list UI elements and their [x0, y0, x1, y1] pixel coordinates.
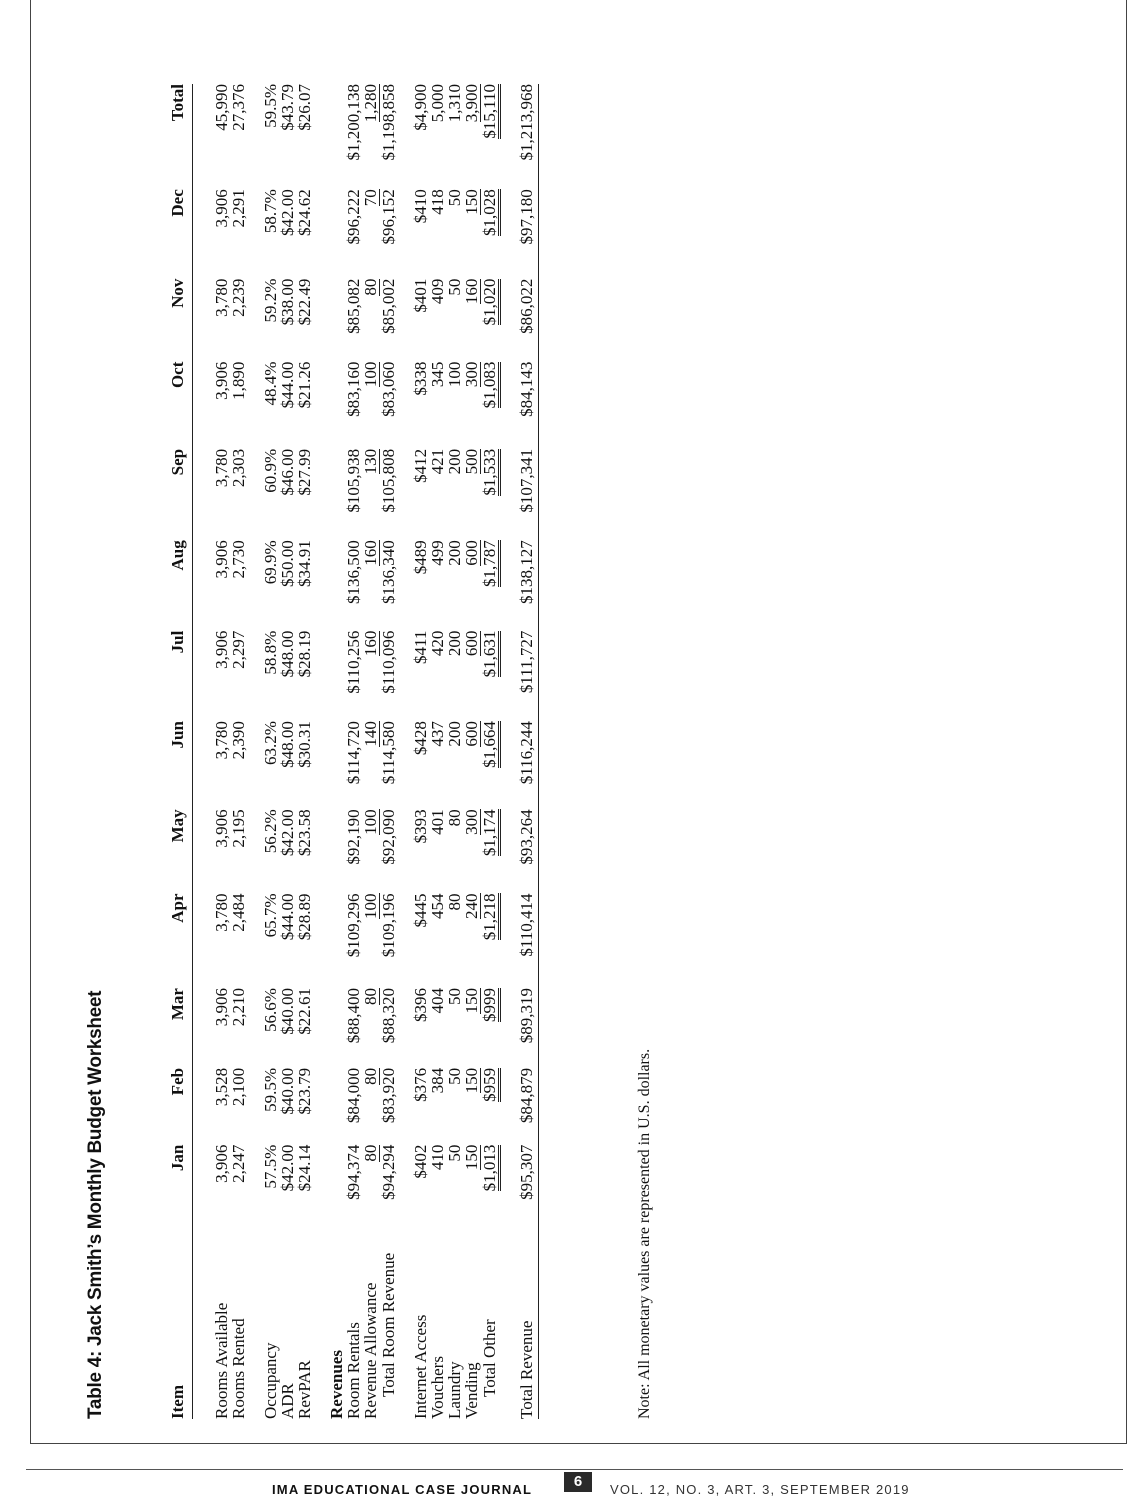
table-cell: 2,291 — [229, 189, 248, 228]
table-cell: $85,082 — [344, 278, 363, 334]
table-cell: $50.00 — [278, 540, 297, 588]
empty-cell — [313, 279, 345, 362]
cell-value: $1,631 — [480, 630, 499, 678]
row-label: Room Rentals — [344, 1322, 363, 1419]
table-cell — [481, 362, 501, 449]
table-cell: $43.79 — [278, 84, 297, 131]
table-row-room-rentals — [345, 84, 362, 1419]
cell-value: $15,110 — [480, 84, 499, 139]
table-cell: 2,303 — [229, 448, 248, 488]
cell-value: 150 — [462, 1144, 481, 1171]
table-row-revpar — [296, 84, 313, 1419]
table-cell: $40.00 — [278, 1067, 297, 1115]
column-header: Total — [169, 84, 193, 189]
table-row-internet-access — [397, 84, 429, 1419]
cell-value: $1,013 — [480, 1144, 499, 1192]
rotated-table-container — [81, 59, 1081, 1419]
row-label: Total Room Revenue — [379, 1252, 398, 1397]
table-cell — [362, 988, 380, 1068]
table-cell: 63.2% — [261, 721, 280, 765]
table-cell: 200 — [445, 721, 464, 747]
table-cell: $396 — [411, 988, 430, 1023]
table-cell — [463, 449, 481, 540]
table-cell: 418 — [428, 189, 447, 215]
table-cell: $86,022 — [501, 279, 539, 362]
table-cell: $410 — [411, 189, 430, 224]
table-cell: $136,500 — [344, 540, 363, 605]
section-heading-row — [313, 84, 345, 1419]
table-cell: 2,730 — [229, 540, 248, 579]
cell-value: 600 — [462, 630, 481, 657]
cell-value: 150 — [462, 1067, 481, 1094]
table-cell — [362, 1145, 380, 1246]
cell-value: 100 — [361, 361, 380, 388]
cell-value: $1,218 — [480, 893, 499, 941]
cell-value: 70 — [361, 189, 380, 207]
row-label: Vending — [462, 1362, 481, 1419]
table-cell: 454 — [428, 893, 447, 919]
table-cell: $34.91 — [295, 540, 314, 588]
table-cell: $338 — [411, 361, 430, 396]
footer-journal-name: IMA EDUCATIONAL CASE JOURNAL — [272, 1482, 533, 1497]
table-cell: 48.4% — [261, 361, 280, 406]
table-cell — [481, 721, 501, 809]
table-cell: 3,906 — [212, 1144, 231, 1183]
cell-value: $1,787 — [480, 540, 499, 588]
row-label: RevPAR — [295, 1360, 314, 1419]
table-cell: $96,222 — [344, 189, 363, 245]
table-cell: $109,296 — [344, 893, 363, 958]
table-cell: $48.00 — [278, 721, 297, 768]
table-row-vending — [463, 84, 481, 1419]
table-cell: 437 — [428, 721, 447, 747]
row-label: Total Other — [480, 1319, 499, 1397]
table-cell: 80 — [445, 809, 464, 827]
table-row-occupancy — [247, 84, 279, 1419]
table-cell: $44.00 — [278, 361, 297, 409]
table-row-vouchers — [429, 84, 446, 1419]
column-header-item: Item — [169, 1246, 193, 1419]
footer-issue-info: VOL. 12, NO. 3, ART. 3, SEPTEMBER 2019 — [610, 1482, 910, 1497]
table-cell: $136,340 — [379, 540, 398, 605]
table-cell: 499 — [428, 540, 447, 566]
table-cell — [463, 631, 481, 721]
table-cell: $94,294 — [379, 1144, 398, 1200]
table-cell: $114,580 — [379, 721, 398, 785]
table-cell: 56.6% — [261, 988, 280, 1032]
table-cell: 50 — [445, 189, 464, 207]
table-cell — [362, 84, 380, 189]
cell-value: 140 — [361, 721, 380, 747]
cell-value: 600 — [462, 540, 481, 566]
table-cell: $48.00 — [278, 630, 297, 678]
table-title: Table 4: Jack Smith’s Monthly Budget Worksheet — [85, 990, 106, 1419]
cell-value: 300 — [462, 361, 481, 388]
table-cell: 404 — [428, 988, 447, 1014]
table-cell: 27,376 — [229, 84, 248, 131]
cell-value: 160 — [462, 278, 481, 305]
cell-value: 3,900 — [462, 84, 481, 123]
column-header: Nov — [169, 279, 193, 362]
table-cell: 59.5% — [261, 1067, 280, 1112]
table-cell: 3,528 — [212, 1067, 231, 1107]
cell-value: 240 — [462, 893, 481, 919]
table-cell: $110,256 — [344, 630, 363, 694]
table-cell: 409 — [428, 278, 447, 305]
table-body — [193, 84, 539, 1419]
cell-value: $1,083 — [480, 361, 499, 409]
table-cell: $85,002 — [379, 278, 398, 334]
table-cell: 2,247 — [229, 1144, 248, 1183]
table-cell: $83,920 — [379, 1067, 398, 1124]
header-row — [169, 84, 193, 1419]
table-cell — [481, 988, 501, 1068]
table-cell: $109,196 — [379, 893, 398, 958]
cell-value: $1,028 — [480, 189, 499, 236]
cell-value: 80 — [361, 988, 380, 1006]
table-cell: $28.19 — [295, 630, 314, 678]
table-cell: 57.5% — [261, 1144, 280, 1189]
table-cell — [481, 84, 501, 189]
table-cell — [463, 362, 481, 449]
empty-cell — [313, 809, 345, 893]
table-cell — [362, 721, 380, 809]
table-cell — [362, 1068, 380, 1145]
column-header: Dec — [169, 189, 193, 278]
table-cell: 200 — [445, 448, 464, 475]
table-cell — [463, 189, 481, 278]
table-cell: 200 — [445, 540, 464, 566]
table-cell: 100 — [445, 361, 464, 388]
cell-value: 600 — [462, 721, 481, 747]
table-cell: $105,808 — [379, 448, 398, 513]
table-cell: $111,727 — [501, 631, 539, 721]
table-cell: $94,374 — [344, 1144, 363, 1200]
cell-value: $1,020 — [480, 278, 499, 326]
table-note: Note: All monetary values are represented in U.S. dollars. — [636, 1048, 653, 1419]
cell-value: 160 — [361, 630, 380, 657]
cell-value: 300 — [462, 809, 481, 835]
table-row-rooms-rented — [230, 84, 247, 1419]
table-cell: 2,100 — [229, 1067, 248, 1107]
table-cell: 420 — [428, 630, 447, 657]
table-cell: 1,890 — [229, 361, 248, 400]
table-cell: 58.7% — [261, 189, 280, 234]
table-cell — [463, 893, 481, 988]
table-cell: $105,938 — [344, 448, 363, 513]
empty-cell — [313, 631, 345, 721]
page-footer — [0, 1470, 1144, 1497]
table-cell: $23.58 — [295, 809, 314, 857]
table-cell: $27.99 — [295, 448, 314, 496]
table-cell — [362, 362, 380, 449]
table-cell: $22.49 — [295, 278, 314, 326]
table-cell — [362, 449, 380, 540]
empty-cell — [313, 721, 345, 809]
table-cell — [481, 279, 501, 362]
table-cell: $88,320 — [379, 988, 398, 1044]
table-row-total-other — [481, 84, 501, 1419]
table-cell: 50 — [445, 988, 464, 1006]
table-cell: $92,090 — [379, 809, 398, 865]
cell-value: $999 — [480, 988, 499, 1023]
table-cell: $24.14 — [295, 1144, 314, 1192]
table-cell: $93,264 — [501, 809, 539, 893]
table-cell: $88,400 — [344, 988, 363, 1044]
row-label: Rooms Available — [212, 1302, 231, 1419]
table-cell: 3,906 — [212, 988, 231, 1027]
table-cell: 200 — [445, 630, 464, 657]
table-row-adr — [279, 84, 296, 1419]
table-cell: 2,195 — [229, 809, 248, 848]
table-cell: $96,152 — [379, 189, 398, 245]
table-cell: $84,879 — [501, 1068, 539, 1145]
table-cell — [362, 540, 380, 630]
table-cell — [463, 988, 481, 1068]
column-header: Jan — [169, 1145, 193, 1246]
table-cell — [463, 1145, 481, 1246]
column-header: May — [169, 809, 193, 893]
empty-cell — [313, 449, 345, 540]
table-cell: $412 — [411, 448, 430, 483]
table-cell: $22.61 — [295, 988, 314, 1035]
column-header: Aug — [169, 540, 193, 630]
table-cell: 65.7% — [261, 893, 280, 938]
page-frame — [30, 0, 1127, 1444]
cell-value: $1,664 — [480, 721, 499, 768]
table-cell — [481, 1068, 501, 1145]
table-row-total-revenue — [501, 84, 539, 1419]
table-cell: $1,213,968 — [501, 84, 539, 189]
empty-cell — [313, 1068, 345, 1145]
table-cell: 345 — [428, 361, 447, 388]
table-cell: $44.00 — [278, 893, 297, 941]
table-cell: $92,190 — [344, 809, 363, 865]
table-cell — [481, 631, 501, 721]
footer-page-number: 6 — [564, 1472, 592, 1492]
table-cell: $116,244 — [501, 721, 539, 809]
empty-cell — [313, 540, 345, 630]
table-cell: $393 — [411, 809, 430, 844]
empty-cell — [313, 1145, 345, 1246]
table-cell — [362, 279, 380, 362]
table-cell: $42.00 — [278, 189, 297, 236]
row-label: Revenue Allowance — [361, 1282, 380, 1419]
column-header: Jun — [169, 721, 193, 809]
row-label: Occupancy — [261, 1342, 280, 1419]
cell-value: 160 — [361, 540, 380, 566]
table-cell: 59.5% — [261, 84, 280, 128]
empty-cell — [313, 84, 345, 189]
cell-value: $1,533 — [480, 448, 499, 496]
table-cell: 3,780 — [212, 278, 231, 317]
empty-cell — [313, 893, 345, 988]
table-cell: $138,127 — [501, 540, 539, 630]
empty-cell — [313, 362, 345, 449]
table-cell — [463, 540, 481, 630]
table-cell: $402 — [411, 1144, 430, 1179]
table-cell: $489 — [411, 540, 430, 575]
table-cell: $21.26 — [295, 361, 314, 409]
column-header: Sep — [169, 449, 193, 540]
table-cell: 2,390 — [229, 721, 248, 760]
cell-value: $959 — [480, 1067, 499, 1102]
table-cell: 3,780 — [212, 721, 231, 760]
table-cell: $97,180 — [501, 189, 539, 278]
table-cell — [481, 809, 501, 893]
cell-value: 150 — [462, 189, 481, 215]
table-cell: $1,200,138 — [344, 84, 363, 161]
column-header: Apr — [169, 893, 193, 988]
table-cell: 45,990 — [212, 84, 231, 131]
cell-value: 130 — [361, 448, 380, 475]
table-cell: 3,780 — [212, 893, 231, 932]
table-cell: 3,906 — [212, 630, 231, 669]
table-cell: $38.00 — [278, 278, 297, 326]
table-cell — [463, 1068, 481, 1145]
table-cell — [481, 540, 501, 630]
table-cell: 50 — [445, 1067, 464, 1085]
cell-value: 150 — [462, 988, 481, 1014]
table-row-total-room-revenue — [380, 84, 397, 1419]
cell-value: 80 — [361, 278, 380, 296]
table-cell — [481, 1145, 501, 1246]
row-label: Laundry — [445, 1361, 464, 1419]
table-cell: $411 — [411, 630, 430, 665]
table-cell: $89,319 — [501, 988, 539, 1068]
table-cell — [463, 809, 481, 893]
column-header: Mar — [169, 988, 193, 1068]
table-cell: 80 — [445, 893, 464, 911]
table-cell: 384 — [428, 1067, 447, 1094]
table-cell: 3,906 — [212, 361, 231, 400]
cell-value: 100 — [361, 809, 380, 835]
table-cell: $24.62 — [295, 189, 314, 236]
table-cell — [362, 189, 380, 278]
table-cell: 56.2% — [261, 809, 280, 854]
table-cell: $40.00 — [278, 988, 297, 1035]
table-cell: 3,906 — [212, 809, 231, 848]
row-label: Rooms Rented — [229, 1318, 248, 1419]
table-cell: $1,198,858 — [379, 84, 398, 161]
table-cell: $110,414 — [501, 893, 539, 988]
table-cell — [481, 189, 501, 278]
table-cell — [463, 279, 481, 362]
budget-table — [169, 84, 539, 1419]
table-cell: 60.9% — [261, 448, 280, 493]
cell-value: 80 — [361, 1144, 380, 1162]
table-cell: $4,900 — [411, 84, 430, 131]
row-label: Internet Access — [411, 1314, 430, 1419]
table-cell: 2,210 — [229, 988, 248, 1027]
table-cell: 2,484 — [229, 893, 248, 932]
table-cell: 421 — [428, 448, 447, 475]
table-row-laundry — [446, 84, 463, 1419]
table-cell: $110,096 — [379, 630, 398, 694]
table-cell — [463, 84, 481, 189]
table-cell: $95,307 — [501, 1145, 539, 1246]
table-cell: $42.00 — [278, 1144, 297, 1192]
row-label: Total Revenue — [501, 1246, 539, 1419]
table-cell: 1,310 — [445, 84, 464, 123]
table-cell: $83,060 — [379, 361, 398, 417]
table-cell — [463, 721, 481, 809]
table-cell: $83,160 — [344, 361, 363, 417]
table-row-rooms-available — [193, 84, 231, 1419]
table-cell: 5,000 — [428, 84, 447, 123]
table-cell: $42.00 — [278, 809, 297, 857]
table-cell: 50 — [445, 278, 464, 296]
table-cell: 2,239 — [229, 278, 248, 317]
table-cell: $46.00 — [278, 448, 297, 496]
empty-cell — [313, 189, 345, 278]
table-cell: $84,143 — [501, 362, 539, 449]
column-header: Oct — [169, 362, 193, 449]
table-cell — [362, 631, 380, 721]
table-cell: 3,780 — [212, 448, 231, 488]
row-label: ADR — [278, 1383, 297, 1419]
table-cell: 3,906 — [212, 540, 231, 579]
table-cell: 2,297 — [229, 630, 248, 669]
cell-value: 500 — [462, 448, 481, 475]
table-cell: $445 — [411, 893, 430, 928]
table-cell: $28.89 — [295, 893, 314, 941]
table-cell: $30.31 — [295, 721, 314, 768]
table-cell: 50 — [445, 1144, 464, 1162]
table-cell — [362, 893, 380, 988]
table-cell: $428 — [411, 721, 430, 756]
cell-value: 80 — [361, 1067, 380, 1085]
table-cell: $401 — [411, 278, 430, 313]
table-cell: 401 — [428, 809, 447, 835]
table-cell: $107,341 — [501, 449, 539, 540]
column-header: Feb — [169, 1068, 193, 1145]
column-header: Jul — [169, 631, 193, 721]
empty-cell — [313, 988, 345, 1068]
table-cell — [362, 809, 380, 893]
table-cell: 3,906 — [212, 189, 231, 228]
table-cell: 58.8% — [261, 630, 280, 675]
table-cell: $23.79 — [295, 1067, 314, 1115]
table-cell: 59.2% — [261, 278, 280, 323]
cell-value: 100 — [361, 893, 380, 919]
row-label: Vouchers — [428, 1356, 447, 1419]
table-cell: $26.07 — [295, 84, 314, 131]
table-cell: 69.9% — [261, 540, 280, 585]
table-cell: 410 — [428, 1144, 447, 1171]
table-cell: $84,000 — [344, 1067, 363, 1124]
table-cell — [481, 449, 501, 540]
table-cell: $114,720 — [344, 721, 363, 785]
cell-value: $1,174 — [480, 809, 499, 857]
cell-value: 1,280 — [361, 84, 380, 123]
table-cell — [481, 893, 501, 988]
table-row-revenue-allowance — [362, 84, 380, 1419]
section-heading: Revenues — [327, 1350, 346, 1419]
table-cell: $376 — [411, 1067, 430, 1102]
